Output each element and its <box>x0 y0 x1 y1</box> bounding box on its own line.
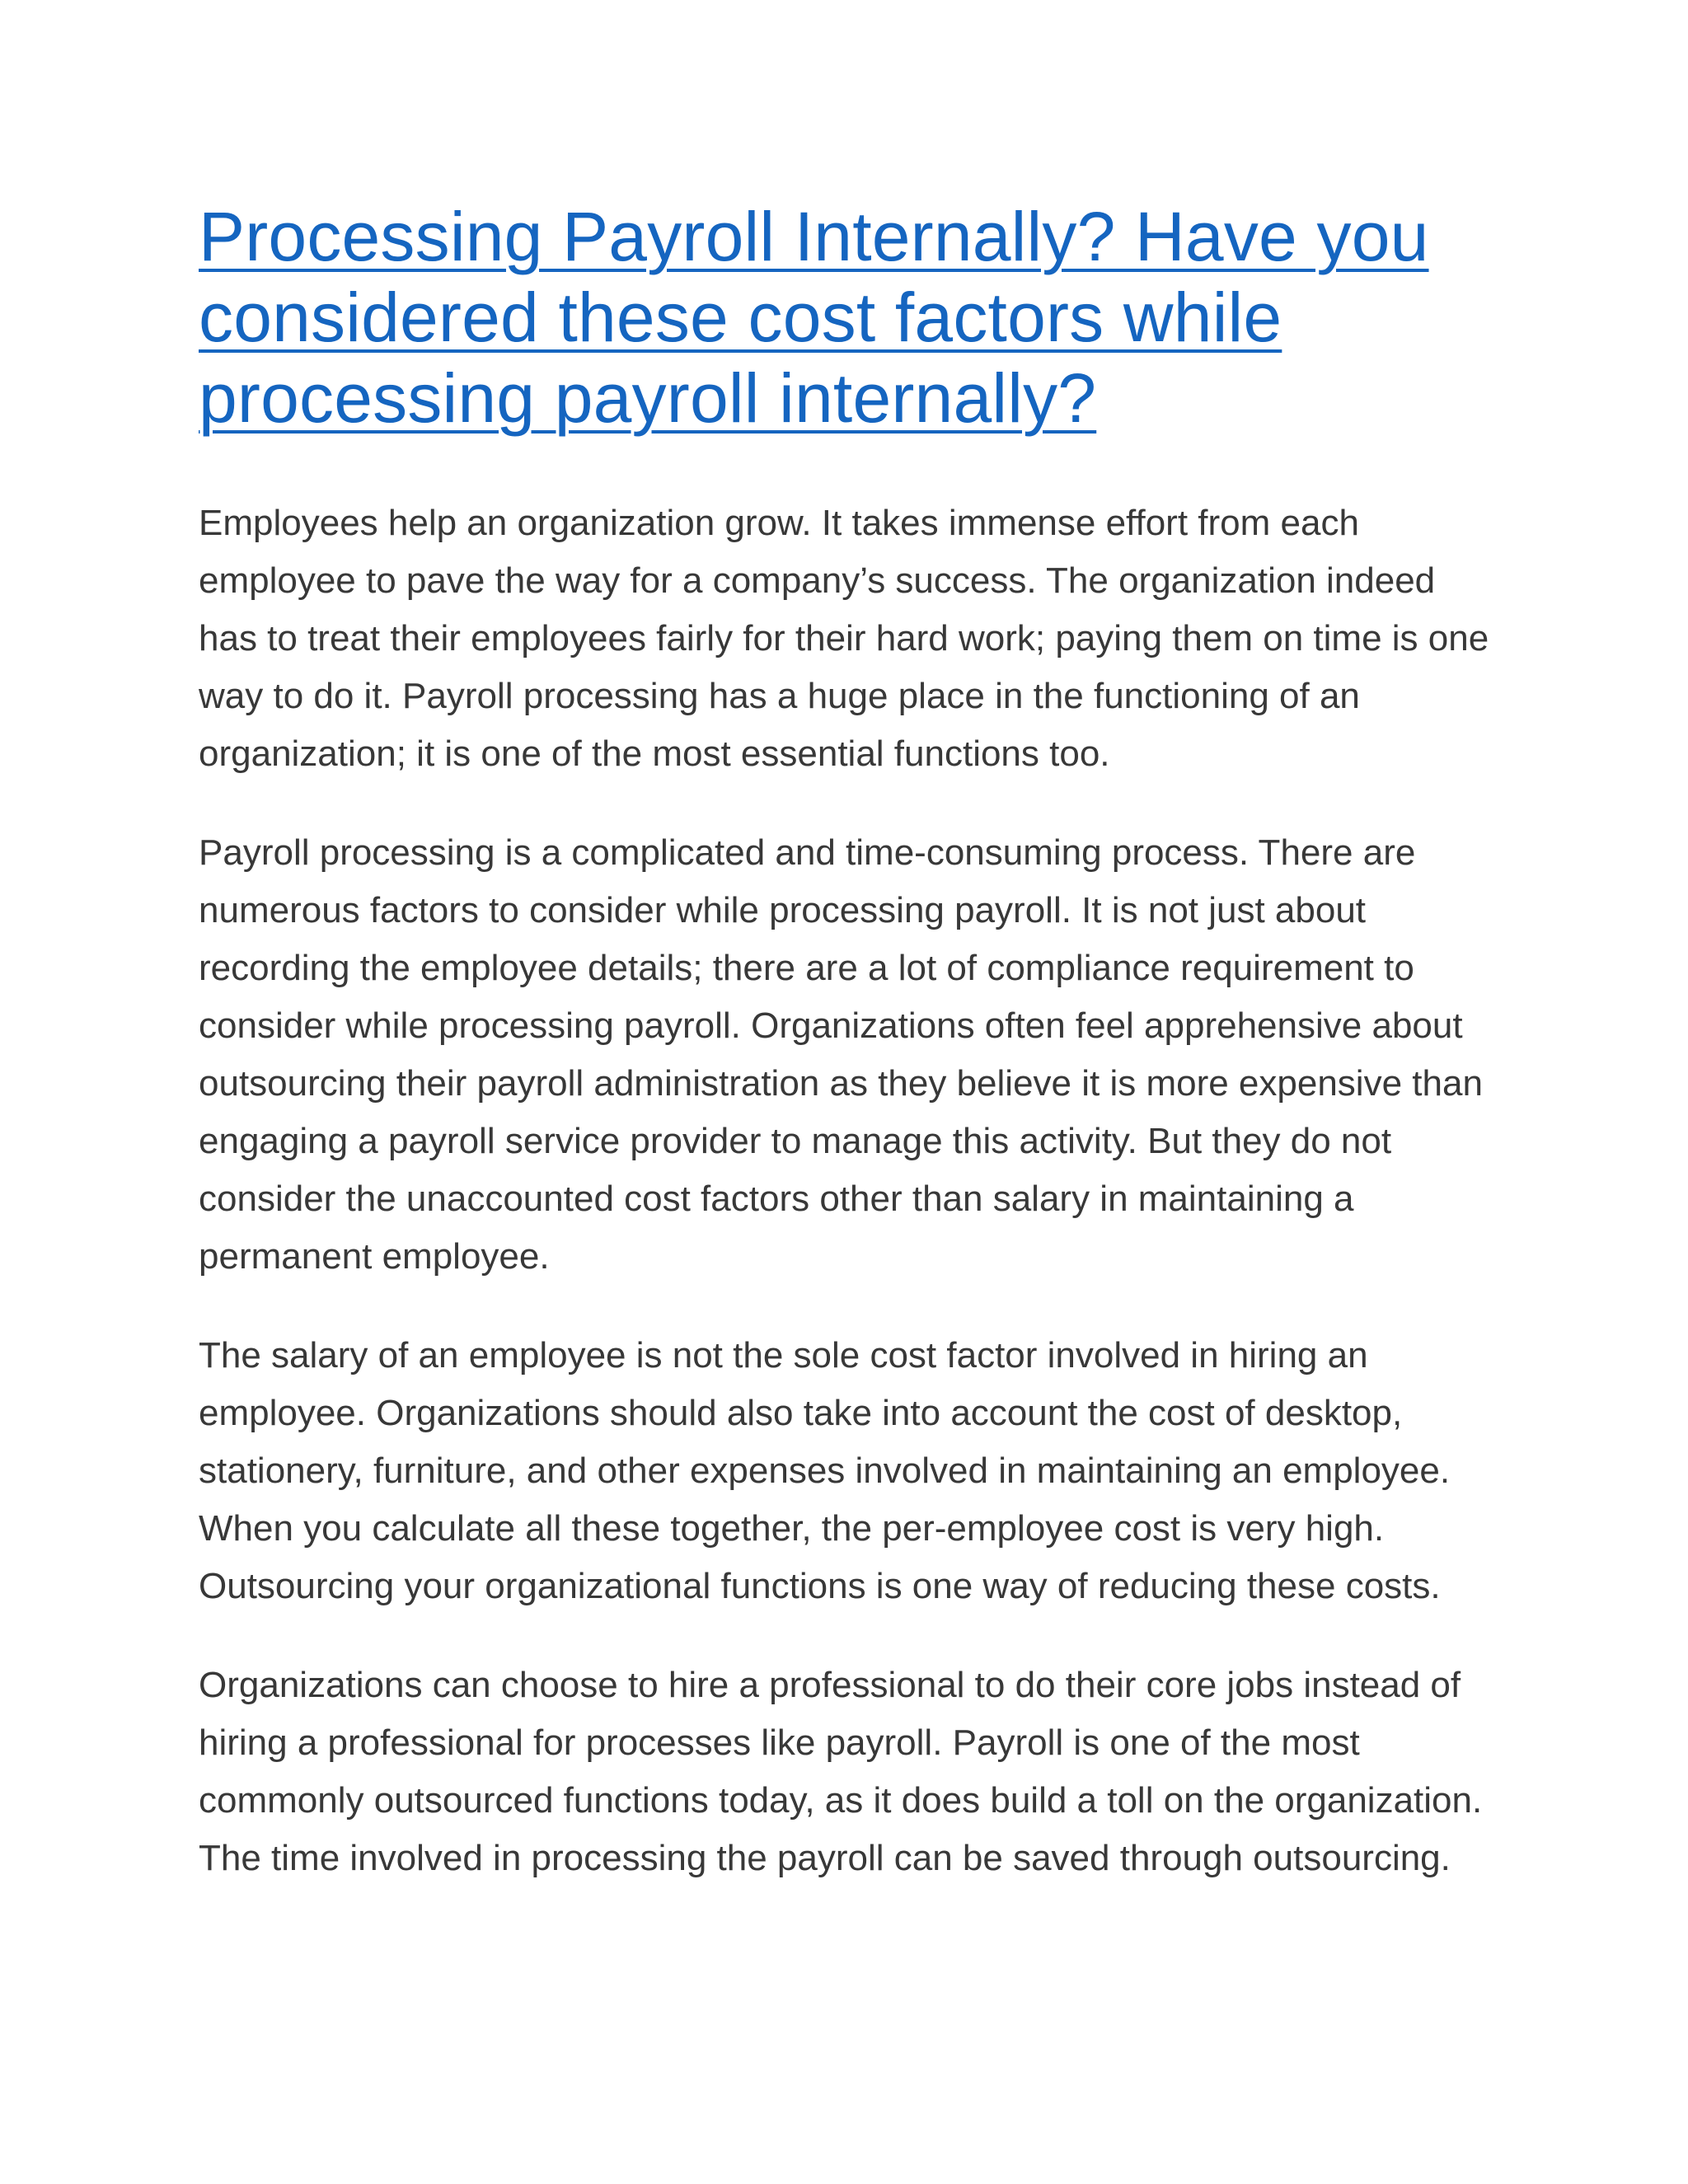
paragraph-2: Payroll processing is a complicated and time-consuming process. There are numerous factors to consider while processing payroll. It is not just about recording the employee details; there are a lot of compliance requirement to consider while processing payroll. Organizations often feel apprehensive about outsourcing their payroll administration as they believe it is more expensive than engaging a payroll service provider to manage this activity. But they do not consider the unaccounted cost factors other than salary in maintaining a permanent employee. <box>199 832 1483 1277</box>
paragraph-1: Employees help an organization grow. It takes immense effort from each employee to pave the way for a company’s success. The organization indeed has to treat their employees fairly for their hard work; paying them on time is one way to do it. Payroll processing has a huge place in the functioning of an organization; it is one of the most essential functions too. <box>199 503 1489 774</box>
title-link[interactable]: Processing Payroll Internally? Have you considered these cost factors while processing payroll internally? <box>199 198 1429 437</box>
paragraph-4: Organizations can choose to hire a professional to do their core jobs instead of hiring a professional for processes like payroll. Payroll is one of the most commonly outsourced functions today, as it does build a toll on the organization. The time involved in processing the payroll can be saved through outsourcing. <box>199 1665 1483 1878</box>
page-title <box>199 196 1501 438</box>
paragraph-3: The salary of an employee is not the sole cost factor involved in hiring an employee. Organizations should also take into account the cost of desktop, stationery, furniture, and other expenses involved in maintaining an employee. When you calculate all these together, the per-employee cost is very high. Outsourcing your organizational functions is one way of reducing these costs. <box>199 1335 1451 1606</box>
document-content <box>199 196 1501 1887</box>
